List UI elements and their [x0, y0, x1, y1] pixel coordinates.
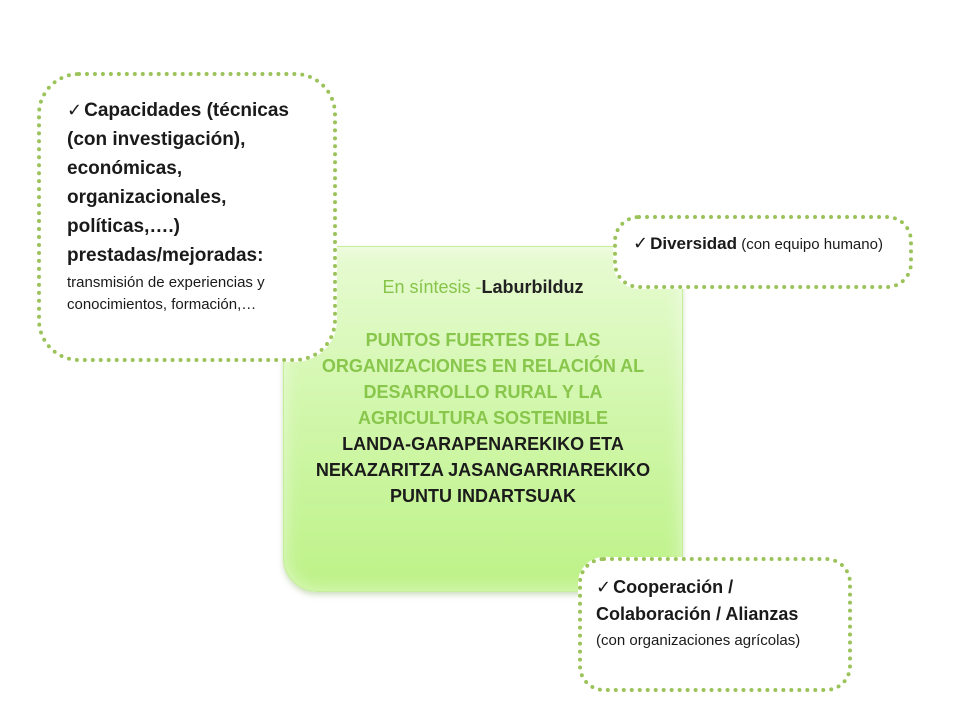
- diversity-callout: [613, 215, 913, 289]
- cooperation-heading: [596, 574, 836, 628]
- diversity-detail-text: (con equipo humano): [737, 236, 883, 253]
- cooperation-callout: [578, 557, 852, 692]
- capacities-detail-text: transmisión de experiencias y conocimientos, formación,…: [67, 274, 265, 313]
- capacities-heading: [67, 96, 313, 270]
- center-title-es: En síntesis -: [382, 277, 482, 297]
- diversity-bold-text: Diversidad: [650, 234, 738, 253]
- center-body-eu: LANDA-GARAPENAREKIKO ETA NEKAZARITZA JASANGARRIAREKIKO PUNTU INDARTSUAK: [315, 434, 651, 506]
- cooperation-detail-text: (con organizaciones agrícolas): [596, 632, 801, 649]
- center-body-es: PUNTOS FUERTES DE LAS ORGANIZACIONES EN RELACIÓN AL DESARROLLO RURAL Y LA AGRICULTURA SOSTENIBLE: [321, 330, 645, 428]
- capacities-bold-text: Capacidades (técnicas (con investigación), económicas, organizacionales, políticas,….) prestadas/mejoradas:: [67, 100, 289, 266]
- checkmark-icon: ✓: [67, 100, 83, 120]
- checkmark-icon: ✓: [596, 577, 612, 597]
- center-title-eu: Laburbilduz: [481, 277, 584, 297]
- center-title: [308, 275, 658, 299]
- cooperation-bold-text: Cooperación / Colaboración / Alianzas: [596, 577, 799, 624]
- center-summary-box: [283, 246, 683, 592]
- capacities-callout: [37, 72, 337, 362]
- checkmark-icon: ✓: [633, 233, 649, 253]
